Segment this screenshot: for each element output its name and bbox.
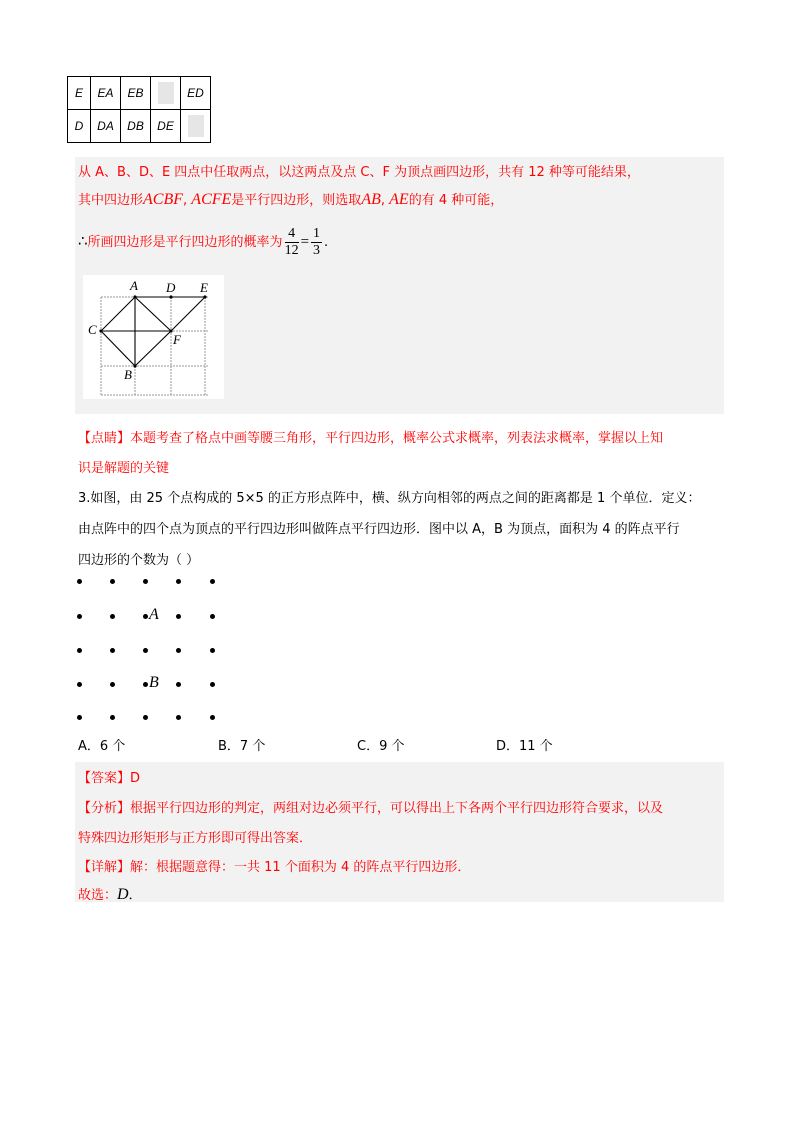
table-cell: EB [121,77,151,110]
point-label-b: B [124,367,132,382]
table-row [68,110,211,143]
therefore-symbol: ∴ [78,232,88,250]
fraction-numerator: 4 [285,226,299,243]
point-label-b: B [149,674,159,691]
detail-tag: 【详解】 [78,860,131,875]
lattice-dot [110,682,115,687]
analysis-text: 其中四边形 [78,193,144,208]
lattice-dot [110,614,115,619]
table-cell: DB [121,110,151,143]
table-cell: D [68,110,91,143]
lattice-dot [110,579,115,584]
point-label-e: E [200,280,208,295]
point-label-f: F [173,332,181,347]
analysis-text: 所画四边形是平行四边形的概率为 [87,235,283,250]
period: . [324,235,329,250]
lattice-dot [143,715,148,720]
lattice-dot [77,579,82,584]
option-b[interactable]: B．7 个 [218,739,266,754]
comment-tag: 【点睛】 [78,431,131,446]
table-cell-blank [181,110,211,143]
table-cell: DA [91,110,121,143]
lattice-dot [143,579,148,584]
point-label-a: A [149,606,159,623]
analysis-line [78,797,663,816]
point-label-a: A [130,278,138,293]
detail-text: 解：根据题意得：一共 11 个面积为 4 的阵点平行四边形． [130,860,471,875]
lattice-dot-a [143,614,148,619]
analysis-line-1: 从 A、B、D、E 四点中任取两点，以这两点及点 C、F 为顶点画四边形，共有 12 种等可能结果， [78,165,640,180]
choose-end: ． [128,888,142,903]
option-c[interactable]: C．9 个 [357,739,405,754]
fraction-1-3 [311,226,322,259]
option-d[interactable]: D．11 个 [496,739,553,754]
comment-text: 本题考查了格点中画等腰三角形，平行四边形，概率公式求概率，列表法求概率，掌握以上知 [130,431,664,446]
lattice-dot [176,579,181,584]
table-row [68,77,211,110]
table-cell: ED [181,77,211,110]
analysis-text: 根据平行四边形的判定，两组对边必须平行，可以得出上下各两个平行四边形符合要求，以及 [130,801,664,816]
math-acbf: ACBF [143,191,184,208]
lattice-dot [77,648,82,653]
answer-value: D [130,771,141,786]
analysis-tag: 【分析】 [78,801,131,816]
dot-lattice [70,572,230,732]
table-cell: E [68,77,91,110]
lattice-dot [176,614,181,619]
grid-figure-acbf [83,275,224,399]
lattice-dot-b [143,682,148,687]
choose-math: D [117,886,129,903]
comment-line-1 [78,427,663,446]
table-cell: EA [91,77,121,110]
comment-line-2: 识是解题的关键 [78,461,170,476]
math-comma: , [183,193,188,208]
fraction-numerator: 1 [313,226,321,241]
fraction-denominator: 3 [313,243,321,258]
lattice-dot [210,682,215,687]
question-line-3: 四边形的个数为（ ） [78,553,200,568]
combination-table [67,76,211,143]
math-ae: AE [389,191,409,208]
choose-text: 故选： [78,888,118,903]
lattice-dot [176,715,181,720]
lattice-dot [77,682,82,687]
point-label-c: C [88,322,97,337]
lattice-dot [77,715,82,720]
lattice-dot [210,715,215,720]
table-cell: DE [151,110,181,143]
lattice-dot [176,648,181,653]
analysis-text: 是平行四边形，则选取 [231,193,362,208]
lattice-dot [176,682,181,687]
answer-line [78,767,140,786]
question-line-2: 由点阵中的四个点为顶点的平行四边形叫做阵点平行四边形．图中以 A，B 为顶点，面积为 4 的阵点平行 [78,522,680,537]
question-line-1: 3.如图，由 25 个点构成的 5×5 的正方形点阵中，横、纵方向相邻的两点之间的距离都是 1 个单位．定义： [78,491,701,506]
lattice-dot [143,648,148,653]
math-comma: , [380,193,385,208]
detail-line [78,856,470,875]
analysis-line-2: 特殊四边形矩形与正方形即可得出答案． [78,831,313,846]
math-ab: AB [361,191,381,208]
lattice-dot [210,648,215,653]
lattice-dot [110,648,115,653]
lattice-dot [110,715,115,720]
analysis-text: 的有 4 种可能， [408,193,504,208]
math-acfe: ACFE [191,191,232,208]
point-label-d: D [166,280,176,295]
lattice-dot [210,579,215,584]
analysis-line-2 [78,189,503,209]
lattice-dot [77,614,82,619]
analysis-line-3 [78,226,328,259]
option-a[interactable]: A．6 个 [78,739,126,754]
choose-line [78,884,142,904]
table-cell-blank [151,77,181,110]
answer-tag: 【答案】 [78,771,131,786]
lattice-dot [210,614,215,619]
fraction-denominator: 12 [284,243,299,258]
equals-sign: = [300,234,310,250]
fraction-4-12 [285,226,299,259]
